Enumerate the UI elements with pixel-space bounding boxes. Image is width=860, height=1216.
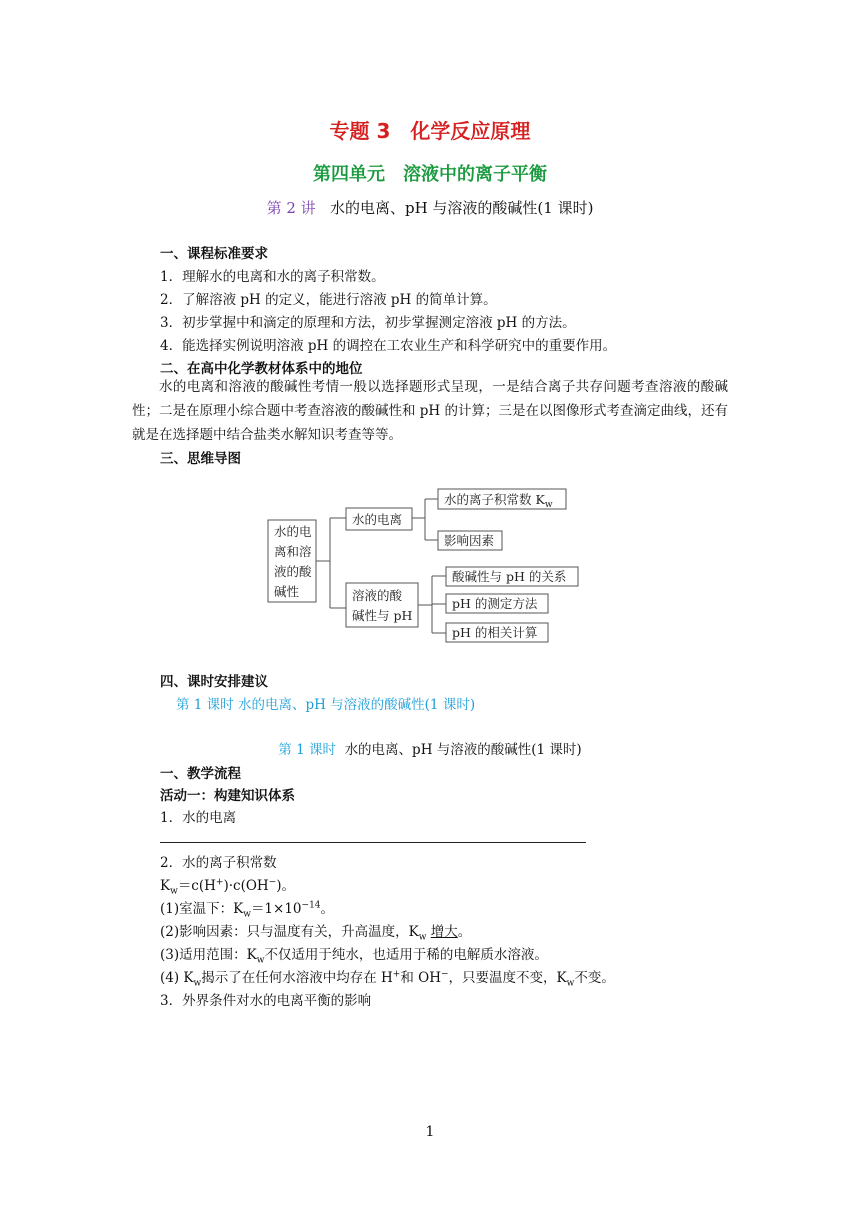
mindmap-branch2-line: 溶液的酸	[352, 588, 403, 603]
kw-point-3: (3)适用范围：$K_w$不仅适用于纯水，也适用于稀的电解质水溶液。	[160, 947, 548, 966]
mindmap-branch1-label: 水的电离	[352, 512, 403, 527]
section1-heading: 一、课程标准要求	[160, 246, 268, 262]
section3-heading: 三、思维导图	[160, 451, 241, 467]
item-external-conditions: 3．外界条件对水的电离平衡的影响	[160, 993, 372, 1009]
section4-heading: 四、课时安排建议	[160, 674, 268, 690]
kw-point-1: (1)室温下：$K_w=1\times 10^{-14}$。	[160, 900, 335, 920]
section1-item: 3．初步掌握中和滴定的原理和方法，初步掌握测定溶液 pH 的方法。	[160, 315, 576, 331]
section4-item: 第 1 课时 水的电离、pH 与溶液的酸碱性(1 课时)	[176, 697, 476, 713]
mindmap-root-line: 液的酸	[274, 564, 312, 579]
section1-item: 1．理解水的电离和水的离子积常数。	[160, 269, 385, 285]
mindmap-branch2-line: 碱性与 pH	[352, 608, 413, 623]
section2-heading: 二、在高中化学教材体系中的地位	[160, 361, 363, 377]
mindmap-measure-label: pH 的测定方法	[452, 596, 538, 611]
activity-heading: 活动一：构建知识体系	[160, 788, 295, 804]
answer-increase: 增大	[430, 924, 458, 940]
mindmap-root-line: 碱性	[274, 584, 300, 599]
mindmap-root-line: 水的电	[274, 524, 312, 539]
answer-blank-line	[160, 842, 586, 843]
lesson1-title-text: 水的电离、pH 与溶液的酸碱性(1 课时)	[344, 742, 582, 758]
unit-title: 第四单元 溶液中的离子平衡	[313, 164, 547, 185]
mindmap-factor-label: 影响因素	[444, 533, 495, 548]
topic-title: 专题 3 化学反应原理	[329, 119, 531, 143]
lesson1-title	[0, 738, 860, 758]
lesson-title-text: 水的电离、pH 与溶液的酸碱性(1 课时)	[329, 199, 594, 217]
item-water-ionization: 1．水的电离	[160, 810, 237, 826]
lesson-number: 第 2 讲	[266, 199, 316, 217]
mindmap-kw-label: 水的离子积常数 $K_w$	[444, 492, 553, 510]
section1-item: 4．能选择实例说明溶液 pH 的调控在工农业生产和科学研究中的重要作用。	[160, 338, 617, 354]
lesson1-number: 第 1 课时	[278, 742, 336, 758]
mind-map-diagram	[260, 480, 590, 650]
item-kw: 2．水的离子积常数	[160, 855, 277, 871]
kw-point-4: (4) $K_w$揭示了在任何水溶液中均存在 H+和 OH−，只要温度不变，$K_w$不变。	[160, 969, 615, 989]
mindmap-relation-label: 酸碱性与 pH 的关系	[452, 569, 567, 584]
mindmap-root-line: 离和溶	[274, 544, 312, 559]
section1-item: 2．了解溶液 pH 的定义，能进行溶液 pH 的简单计算。	[160, 292, 497, 308]
lesson-title	[0, 197, 860, 218]
page-number: 1	[425, 1124, 435, 1140]
kw-definition: $K_w=c(H^+)\cdot c(OH^-)$。	[160, 877, 296, 897]
flow-heading: 一、教学流程	[160, 766, 241, 782]
kw-point-2: (2)影响因素：只与温度有关，升高温度，$K_w$ 增大。	[160, 924, 472, 943]
section2-paragraph: 水的电离和溶液的酸碱性考情一般以选择题形式呈现，一是结合离子共存问题考查溶液的酸碱性；二是在原理小综合题中考查溶液的酸碱性和 pH 的计算；三是在以图像形式考查滴定曲线，还有就是在选择题中结合盐类水解知识考查等等。	[132, 379, 728, 443]
mindmap-calc-label: pH 的相关计算	[452, 625, 538, 640]
